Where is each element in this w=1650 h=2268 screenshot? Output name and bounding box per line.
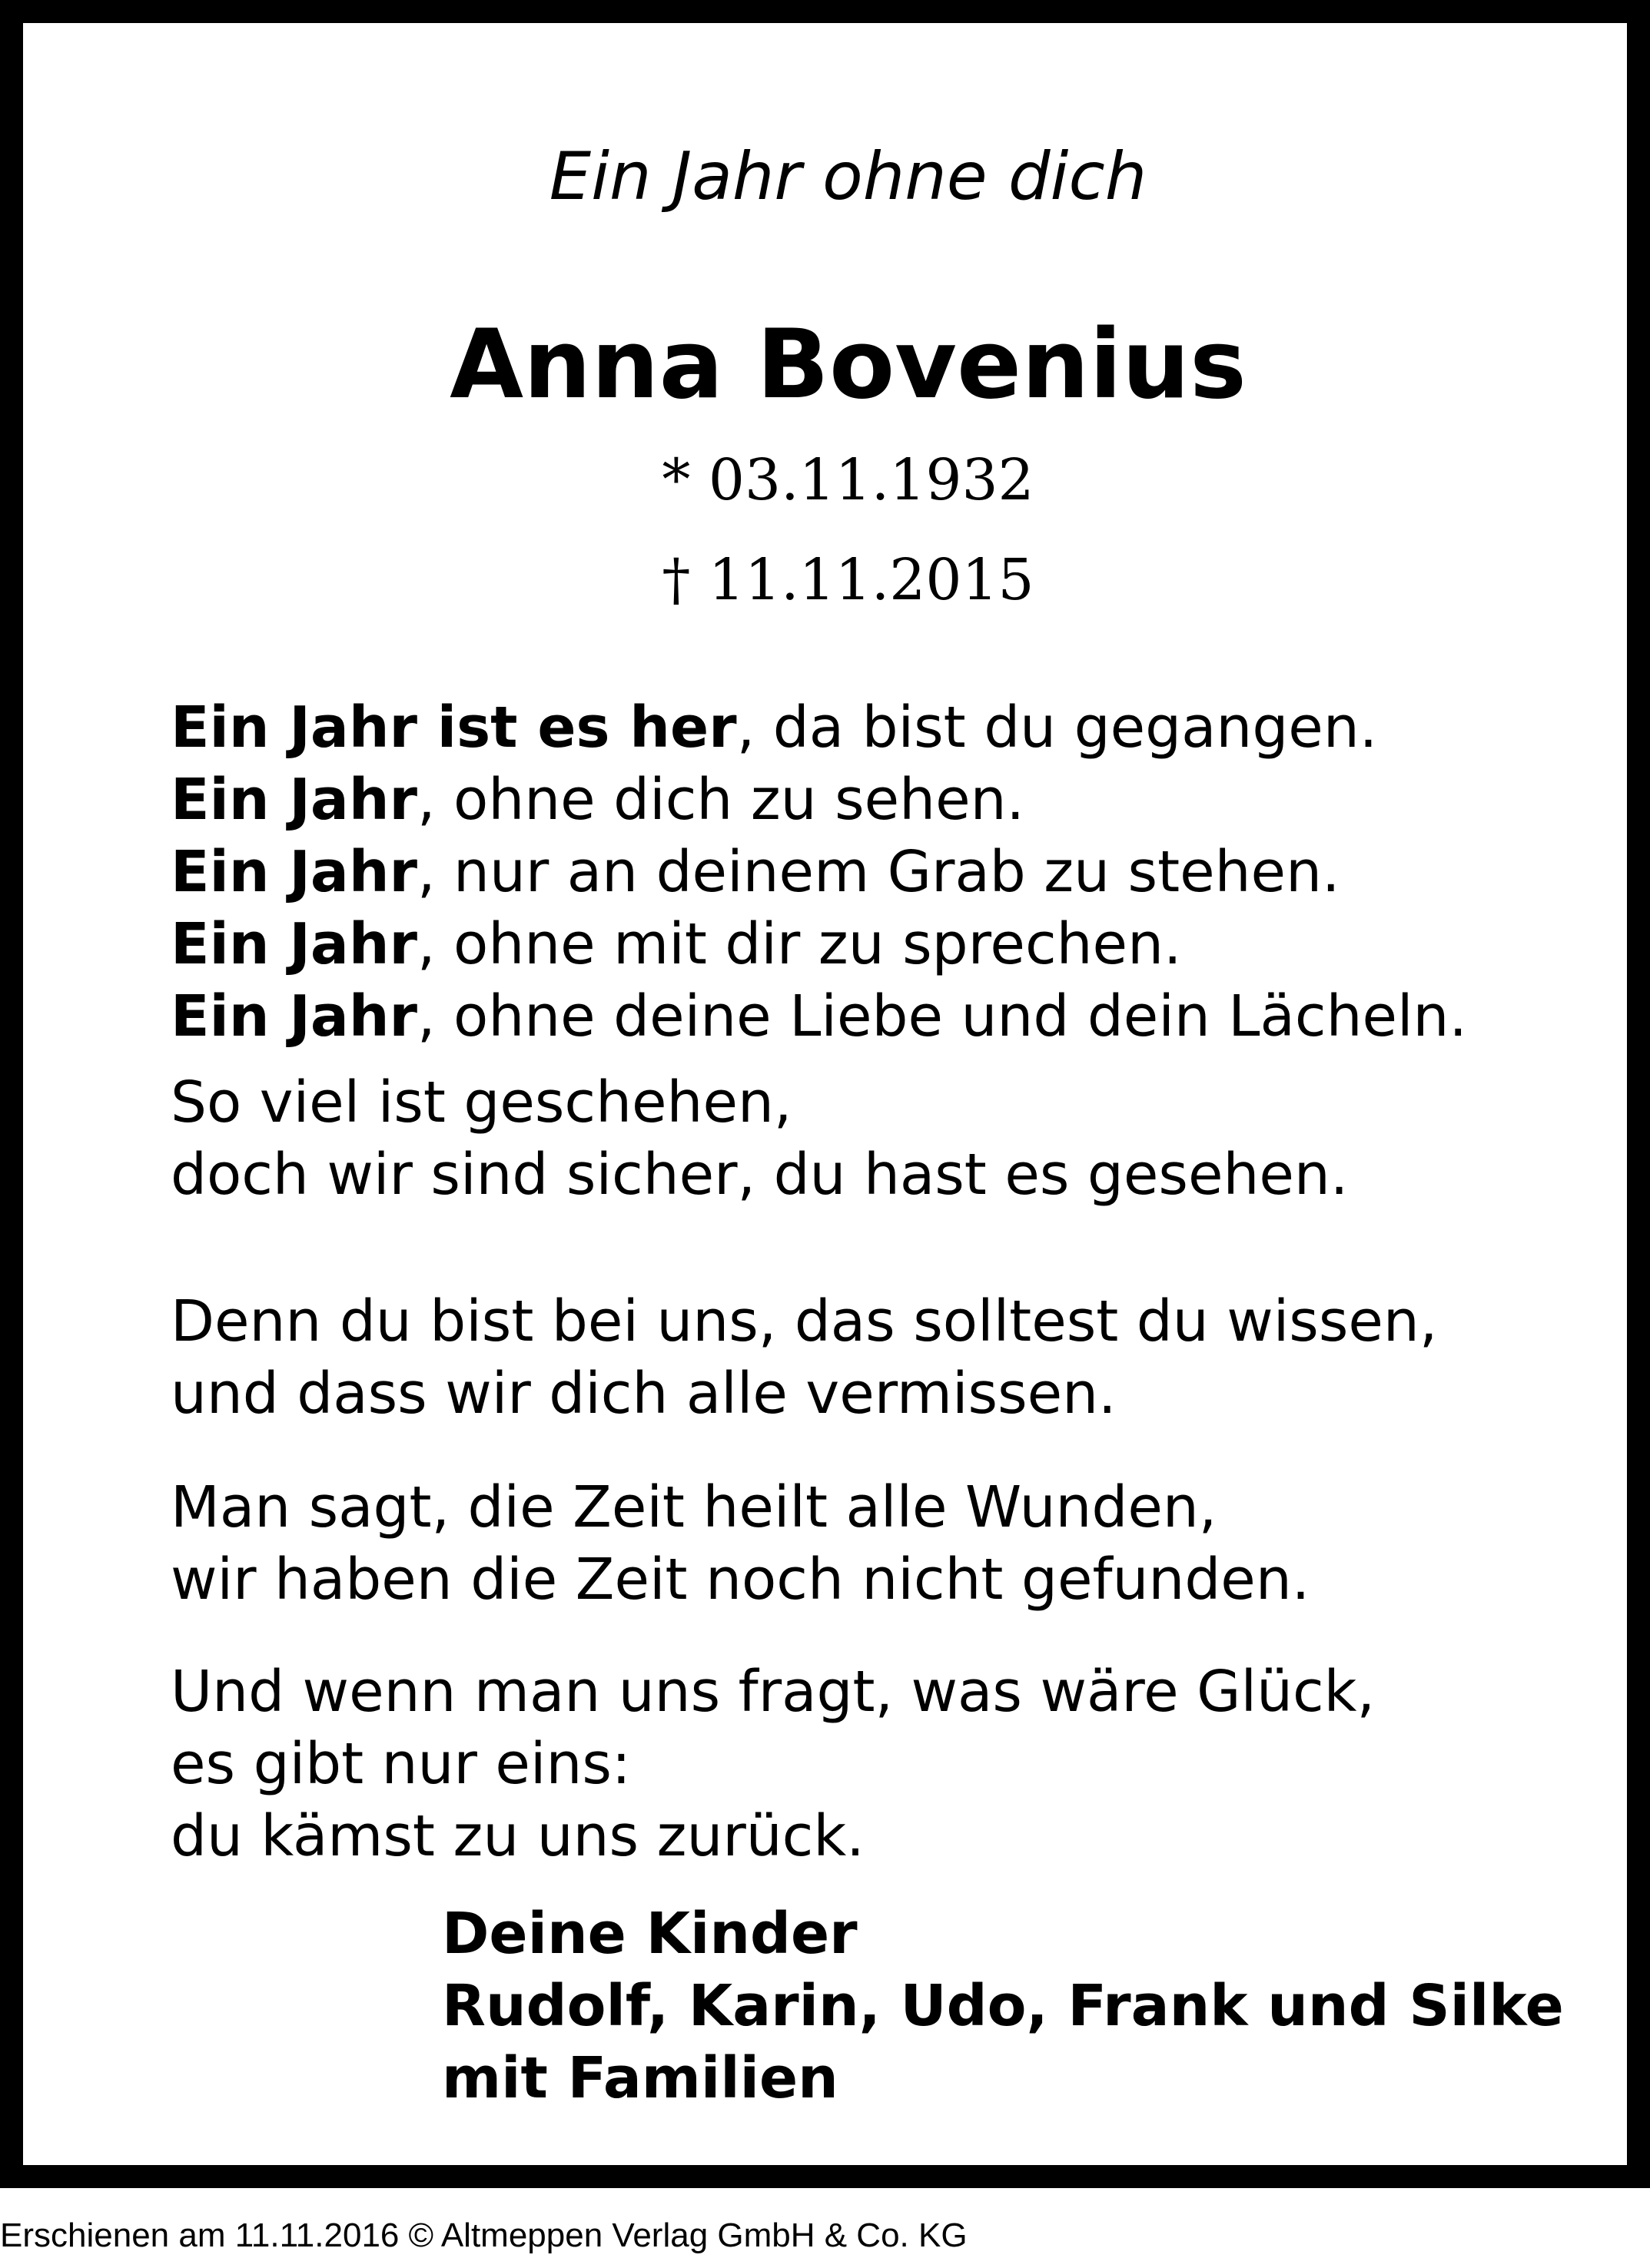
poem-line: wir haben die Zeit noch nicht gefunden. [171, 1547, 1310, 1613]
mourners-signature [442, 1898, 1564, 2114]
poem-line: du kämst zu uns zurück. [171, 1803, 865, 1869]
poem-stanza-3 [171, 1285, 1631, 1430]
poem-line: Ein Jahr ist es her, da bist du gegangen. [171, 695, 1378, 761]
deceased-name: Anna Bovenius [450, 310, 1247, 420]
publication-footer: Erschienen am 11.11.2016 © Altmeppen Verlag GmbH & Co. KG [0, 2217, 968, 2254]
death-date: † 11.11.2015 [662, 547, 1034, 613]
signature-line: mit Familien [442, 2045, 838, 2111]
poem-line: doch wir sind sicher, du hast es gesehen. [171, 1142, 1349, 1208]
signature-line: Deine Kinder [442, 1901, 858, 1967]
birth-date: * 03.11.1932 [662, 447, 1034, 513]
poem-line: Ein Jahr, ohne deine Liebe und dein Lächeln. [171, 983, 1467, 1049]
poem-stanza-5 [171, 1656, 1631, 1872]
obituary-subtitle: Ein Jahr ohne dich [549, 138, 1147, 215]
poem-line: Ein Jahr, nur an deinem Grab zu stehen. [171, 839, 1340, 905]
poem-line: und dass wir dich alle vermissen. [171, 1361, 1117, 1427]
poem-line: Ein Jahr, ohne mit dir zu sprechen. [171, 911, 1182, 977]
poem-line: So viel ist geschehen, [171, 1069, 792, 1136]
poem-stanza-4 [171, 1471, 1631, 1616]
signature-line: Rudolf, Karin, Udo, Frank und Silke [442, 1973, 1564, 2039]
poem-line: Denn du bist bei uns, das solltest du wissen, [171, 1288, 1438, 1354]
poem-line: es gibt nur eins: [171, 1731, 631, 1797]
poem-line: Ein Jahr, ohne dich zu sehen. [171, 767, 1025, 833]
poem-stanza-2 [171, 1066, 1631, 1211]
poem-line: Und wenn man uns fragt, was wäre Glück, [171, 1659, 1376, 1725]
poem-stanza-1 [171, 691, 1631, 1053]
poem-line: Man sagt, die Zeit heilt alle Wunden, [171, 1474, 1217, 1540]
